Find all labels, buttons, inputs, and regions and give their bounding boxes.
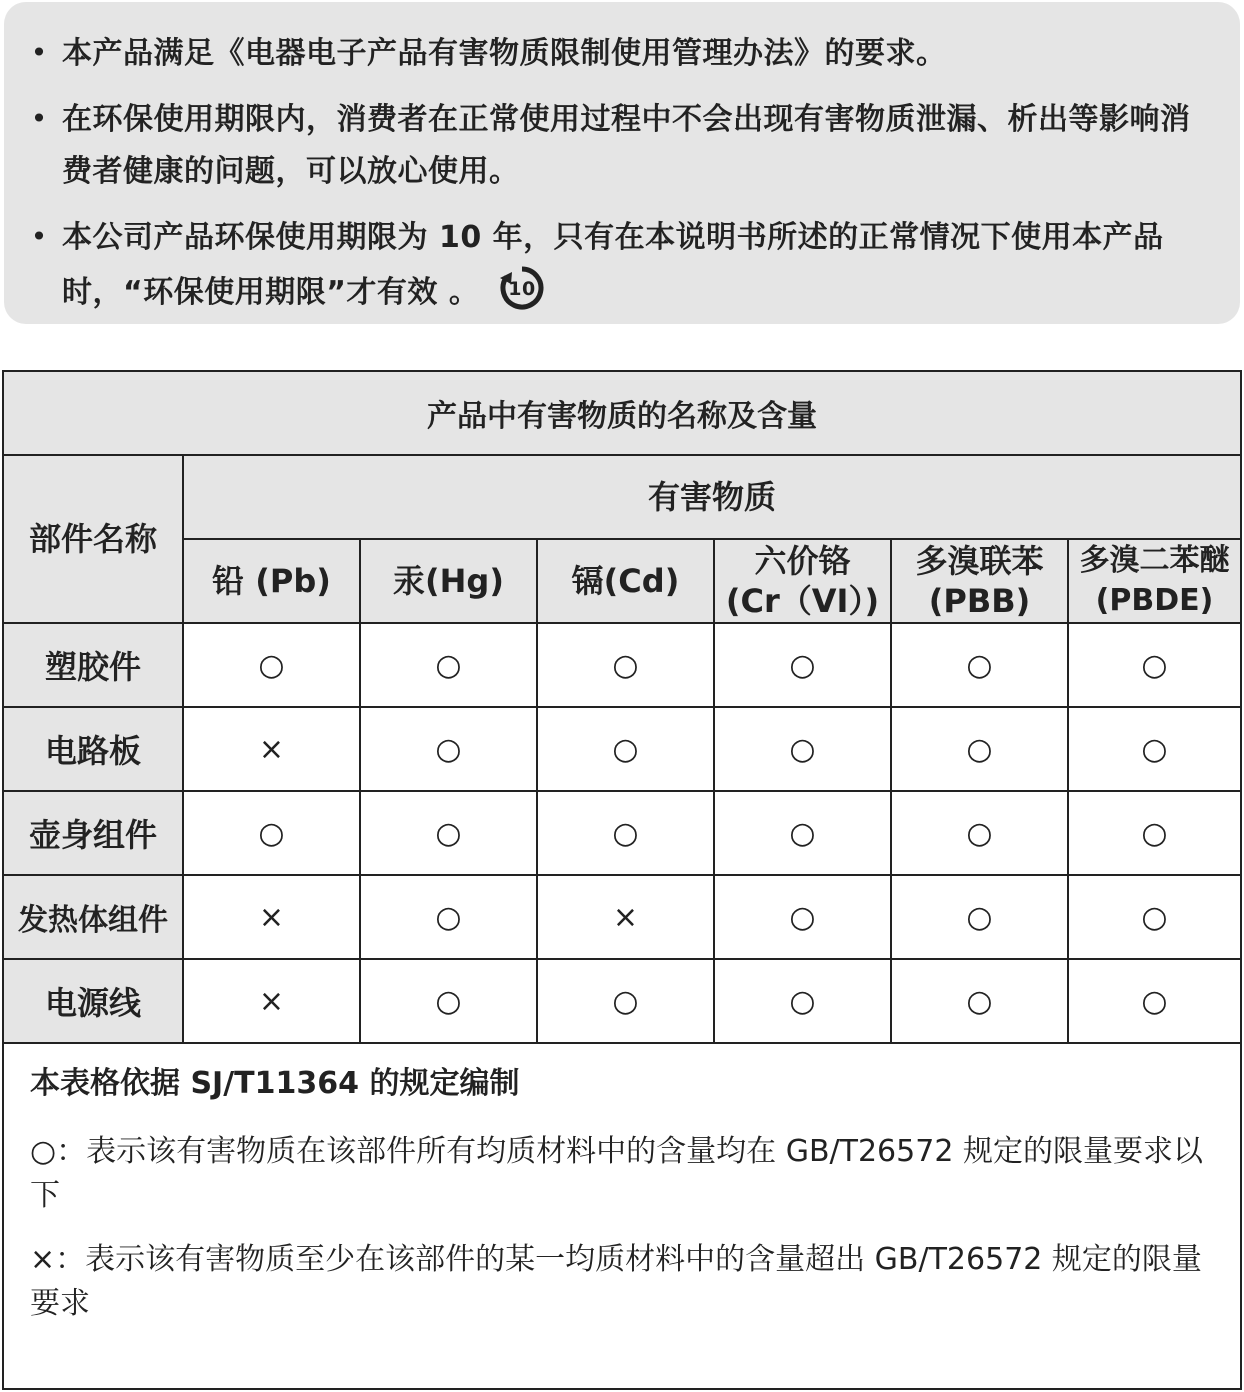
column-header-lead: [184, 540, 361, 624]
column-header-line1: 镉(Cd): [571, 562, 680, 600]
table-cell: ○: [184, 792, 361, 876]
circle-legend-note: ○：表示该有害物质在该部件所有均质材料中的含量均在 GB/T26572 规定的限量要求以下: [30, 1134, 1203, 1213]
row-label: 壶身组件: [4, 792, 184, 876]
notice-text-with-icon: [62, 212, 1210, 319]
column-header-line1: 汞(Hg): [393, 562, 504, 600]
table-cell: ○: [892, 960, 1069, 1044]
column-header-line2: (Cr（VI）): [725, 582, 880, 620]
table-cell: ○: [715, 876, 892, 960]
notice-text: 本公司产品环保使用期限为 10 年，只有在本说明书所述的正常情况下使用本产品时，“环保使用期限”才有效 。: [62, 220, 1164, 310]
column-header-line1: 多溴二苯醚: [1079, 543, 1230, 578]
column-header-pbde: [1069, 540, 1240, 624]
row-label: 塑胶件: [4, 624, 184, 708]
table-cell: ○: [1069, 876, 1240, 960]
table-title: 产品中有害物质的名称及含量: [4, 372, 1240, 456]
table-cell: ×: [538, 876, 715, 960]
table-cell: ○: [361, 708, 538, 792]
table-cell: ○: [538, 792, 715, 876]
table-cell: ○: [1069, 624, 1240, 708]
notice-text: 本产品满足《电器电子产品有害物质限制使用管理办法》的要求。: [62, 36, 947, 71]
table-cell: ○: [1069, 960, 1240, 1044]
table-cell: ○: [538, 624, 715, 708]
column-header-chromium: [715, 540, 892, 624]
table-cell: ○: [715, 708, 892, 792]
table-cell: ○: [715, 624, 892, 708]
column-header-line1: 六价铬: [754, 542, 851, 580]
column-header-line2: (PBDE): [1095, 583, 1214, 618]
epup-number: 10: [508, 278, 537, 300]
substance-header: 有害物质: [184, 456, 1240, 540]
column-header-line1: 多溴联苯: [915, 542, 1044, 580]
table-cell: ○: [715, 960, 892, 1044]
table-cell: ○: [1069, 792, 1240, 876]
notice-item: [16, 94, 1210, 198]
column-header-pbb: [892, 540, 1069, 624]
notice-item: [16, 212, 1210, 319]
table-cell: ○: [538, 960, 715, 1044]
notice-box: [4, 2, 1240, 324]
table-cell: ○: [184, 624, 361, 708]
table-cell: ○: [361, 960, 538, 1044]
table-cell: ×: [184, 876, 361, 960]
table-cell: ○: [892, 624, 1069, 708]
row-label: 电源线: [4, 960, 184, 1044]
row-label: 电路板: [4, 708, 184, 792]
table-cell: ○: [361, 792, 538, 876]
bullet-dot: •: [30, 220, 48, 253]
row-label: 发热体组件: [4, 876, 184, 960]
table-cell: ○: [892, 708, 1069, 792]
column-header-cadmium: [538, 540, 715, 624]
table-cell: ×: [184, 960, 361, 1044]
column-header-line2: (PBB): [928, 582, 1031, 620]
table-cell: ○: [715, 792, 892, 876]
table-cell: ○: [892, 792, 1069, 876]
column-header-mercury: [361, 540, 538, 624]
table-cell: ○: [361, 876, 538, 960]
bullet-dot: •: [30, 102, 48, 135]
notice-item: [16, 28, 1210, 80]
table-cell: ○: [1069, 708, 1240, 792]
environmental-protection-use-period-icon: [498, 264, 546, 312]
notice-text: 在环保使用期限内，消费者在正常使用过程中不会出现有害物质泄漏、析出等影响消费者健康的问题，可以放心使用。: [62, 102, 1191, 189]
table-cell: ○: [538, 708, 715, 792]
cross-legend-note: ×：表示该有害物质至少在该部件的某一均质材料中的含量超出 GB/T26572 规定的限量要求: [30, 1242, 1202, 1321]
table-cell: ○: [892, 876, 1069, 960]
table-notes: [30, 1058, 1220, 1346]
table-cell: ○: [361, 624, 538, 708]
part-name-header: 部件名称: [4, 456, 184, 624]
notes-title: 本表格依据 SJ/T11364 的规定编制: [30, 1066, 520, 1101]
column-header-line1: 铅 (Pb): [212, 562, 331, 600]
table-cell: ×: [184, 708, 361, 792]
bullet-dot: •: [30, 36, 48, 69]
